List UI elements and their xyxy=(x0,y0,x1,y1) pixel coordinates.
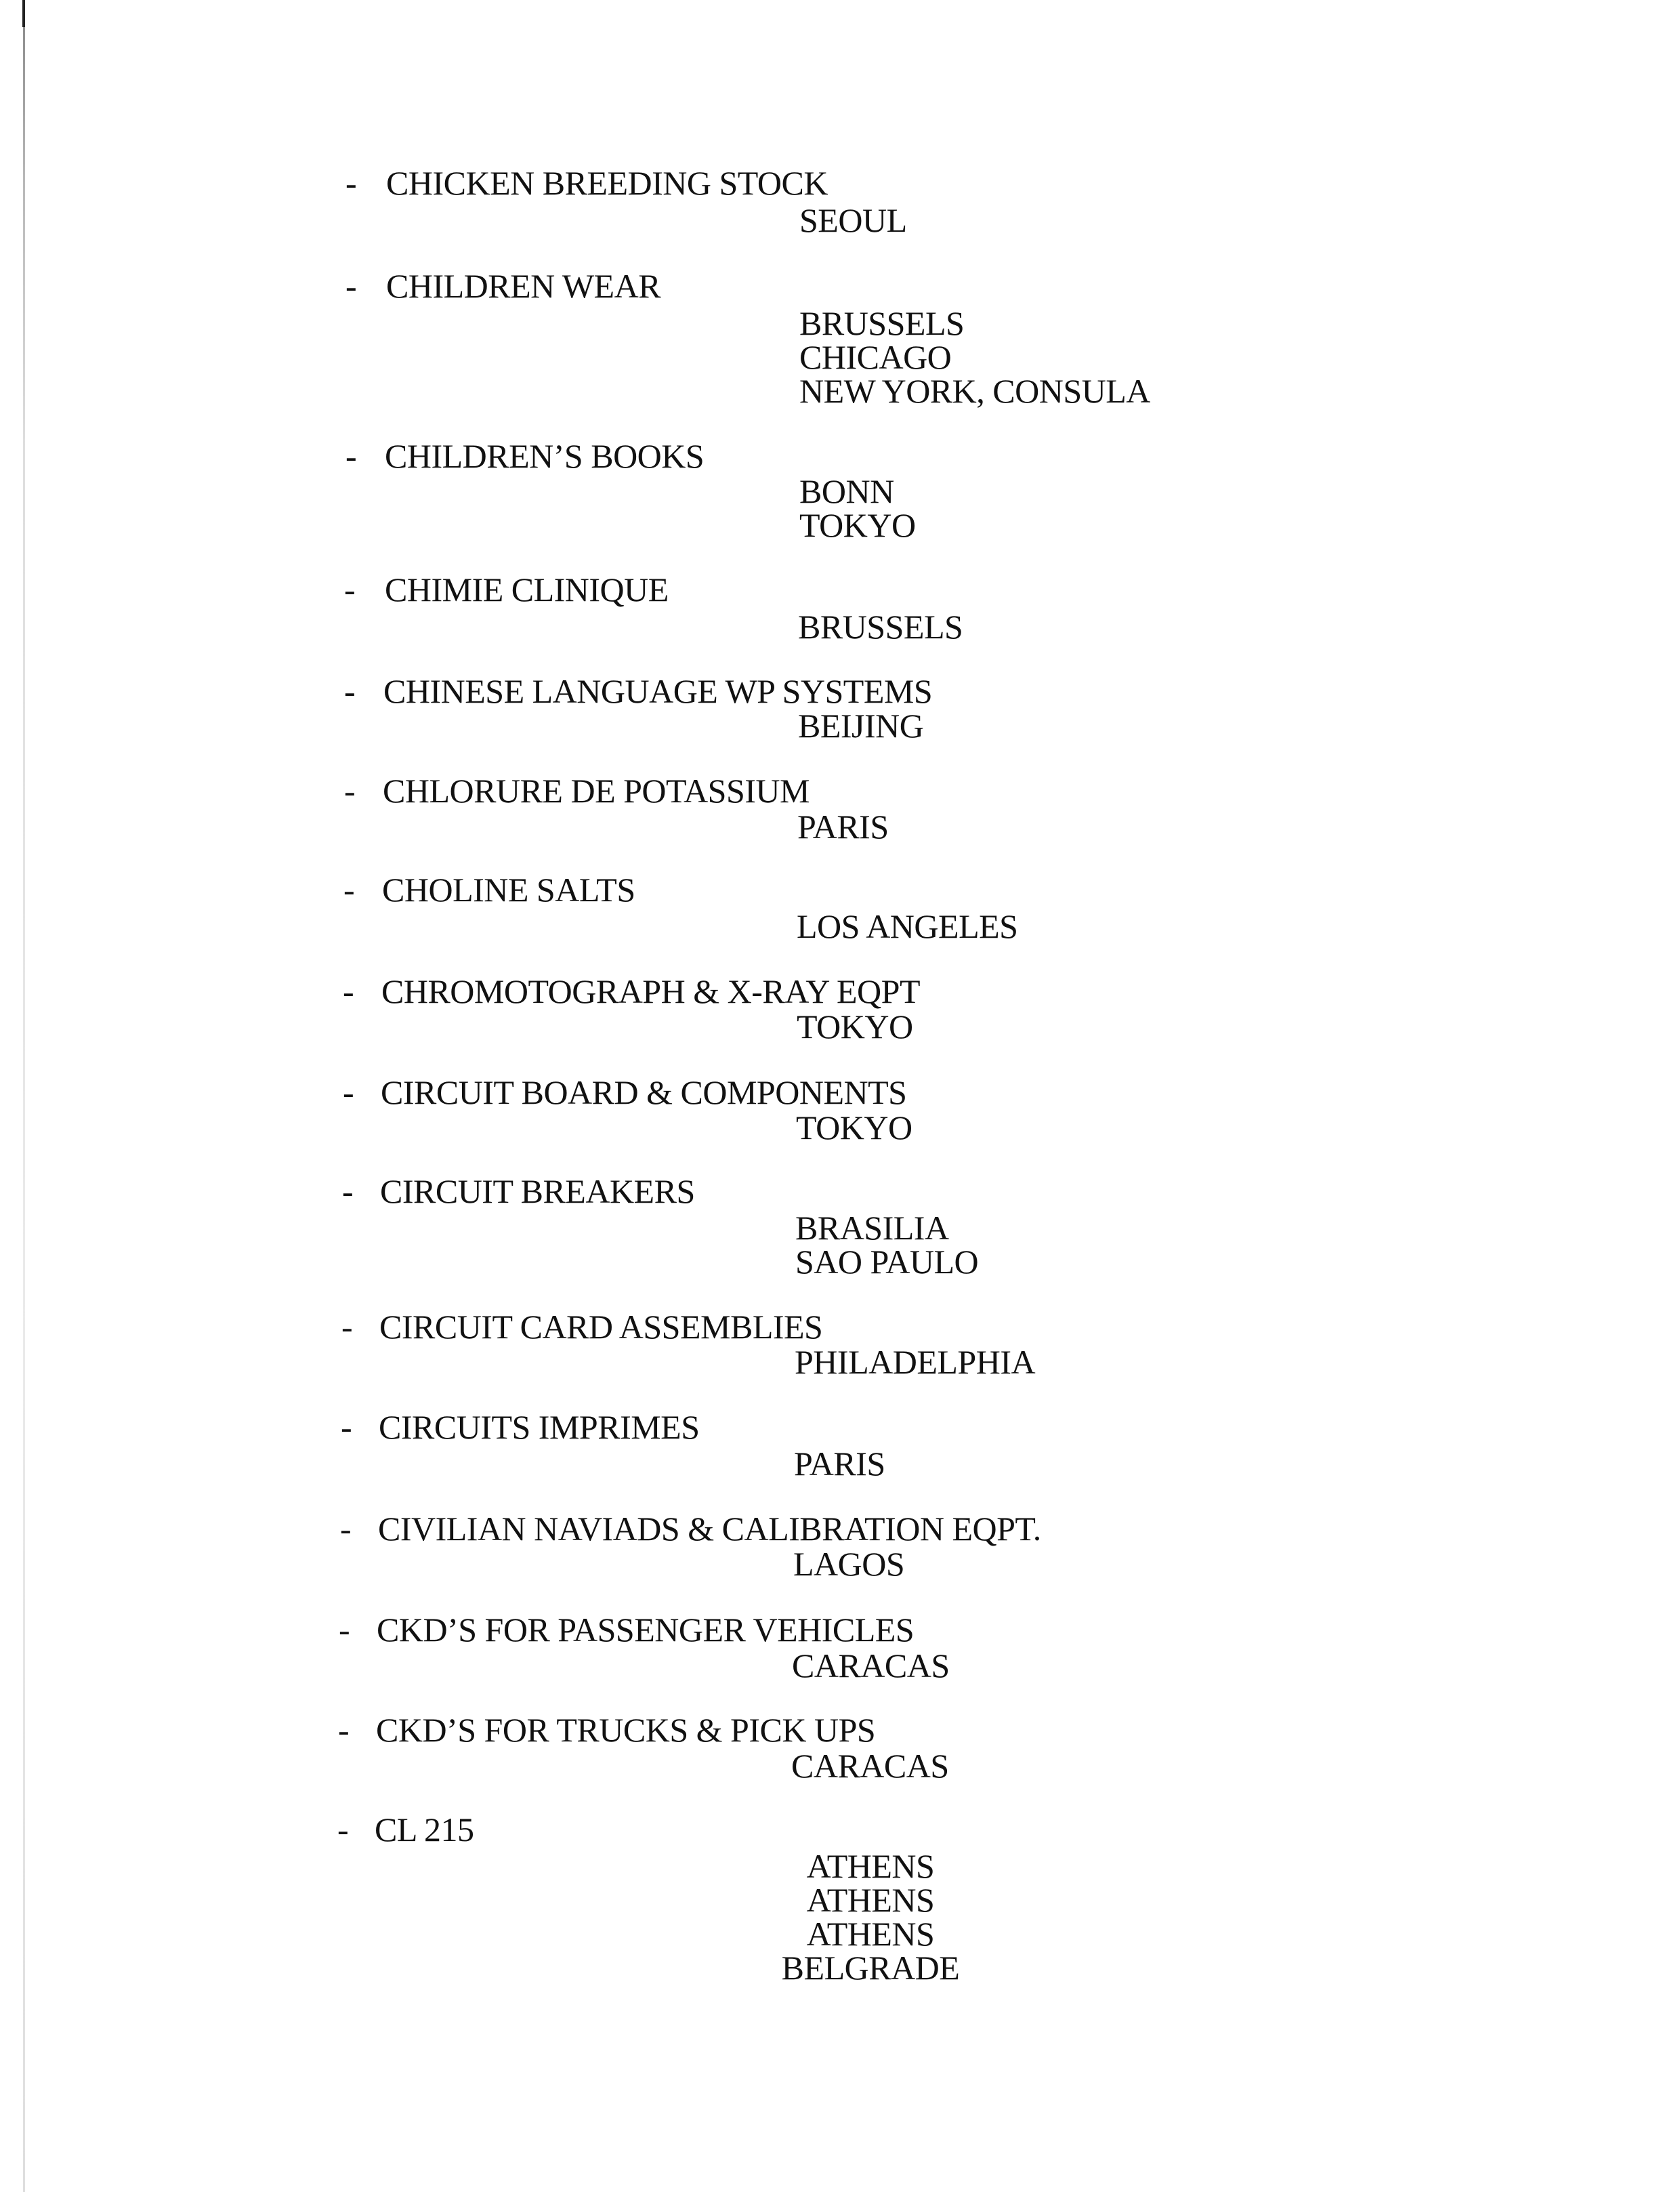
scan-edge-mark xyxy=(22,0,25,27)
location: CHICAGO xyxy=(799,338,952,376)
product-label: CHROMOTOGRAPH & X-RAY EQPT xyxy=(381,972,920,1010)
product-label: CHIMIE CLINIQUE xyxy=(385,571,669,608)
product-label: CIRCUIT CARD ASSEMBLIES xyxy=(379,1308,823,1346)
bullet-dash: - xyxy=(343,1073,354,1111)
location: BELGRADE xyxy=(781,1949,960,1987)
bullet-dash: - xyxy=(344,571,356,608)
location-list xyxy=(794,1447,885,1481)
location-list xyxy=(793,1547,904,1581)
location: TOKYO xyxy=(799,506,916,544)
bullet-dash: - xyxy=(344,772,356,810)
product-label: CHOLINE SALTS xyxy=(382,871,635,909)
product-label: CIRCUIT BREAKERS xyxy=(380,1172,695,1210)
location: CARACAS xyxy=(792,1647,950,1684)
product-label: CHICKEN BREEDING STOCK xyxy=(386,164,828,202)
location: TOKYO xyxy=(797,1008,913,1046)
product-label: CIVILIAN NAVIADS & CALIBRATION EQPT. xyxy=(378,1510,1041,1548)
location-list xyxy=(798,709,923,743)
bullet-dash: - xyxy=(341,1308,353,1346)
location: SEOUL xyxy=(799,201,907,239)
product-label: CIRCUIT BOARD & COMPONENTS xyxy=(381,1073,907,1111)
location: PARIS xyxy=(794,1445,885,1483)
location-list xyxy=(772,1849,969,1985)
location: ATHENS xyxy=(806,1881,935,1919)
product-label: CHLORURE DE POTASSIUM xyxy=(383,772,810,810)
product-label: CIRCUITS IMPRIMES xyxy=(379,1408,700,1446)
location-list xyxy=(799,474,916,542)
location: BRASILIA xyxy=(795,1209,949,1247)
bullet-dash: - xyxy=(345,267,357,305)
location: NEW YORK, CONSULA xyxy=(799,372,1150,410)
bullet-dash: - xyxy=(337,1811,349,1848)
location: LAGOS xyxy=(793,1545,905,1583)
bullet-dash: - xyxy=(344,672,356,710)
location-list xyxy=(799,306,1150,408)
bullet-dash: - xyxy=(345,164,357,202)
location-list xyxy=(791,1749,949,1783)
product-label: CHINESE LANGUAGE WP SYSTEMS xyxy=(383,672,933,710)
location-list xyxy=(795,1211,978,1279)
location: SAO PAULO xyxy=(795,1243,979,1281)
product-label: CHILDREN’S BOOKS xyxy=(385,437,705,475)
location-list xyxy=(797,909,1017,943)
location: LOS ANGELES xyxy=(797,907,1018,945)
location: BEIJING xyxy=(798,707,924,745)
bullet-dash: - xyxy=(340,1510,352,1548)
location: PHILADELPHIA xyxy=(795,1343,1036,1381)
location-list xyxy=(799,203,907,237)
bullet-dash: - xyxy=(341,1408,352,1446)
location-list xyxy=(798,610,963,644)
location: PARIS xyxy=(797,808,889,846)
location-list xyxy=(796,1111,912,1144)
bullet-dash: - xyxy=(339,1611,350,1649)
bullet-dash: - xyxy=(342,1172,354,1210)
bullet-dash: - xyxy=(343,972,354,1010)
bullet-dash: - xyxy=(345,437,357,475)
location: CARACAS xyxy=(791,1747,949,1785)
location-list xyxy=(792,1649,950,1682)
product-label: CKD’S FOR PASSENGER VEHICLES xyxy=(377,1611,915,1649)
location: BRUSSELS xyxy=(798,608,963,646)
product-label: CHILDREN WEAR xyxy=(386,267,661,305)
location-list xyxy=(797,1008,913,1046)
bullet-dash: - xyxy=(338,1711,350,1749)
location-list xyxy=(797,810,889,844)
location-list xyxy=(795,1345,1035,1379)
location: TOKYO xyxy=(796,1109,912,1146)
product-label: CL 215 xyxy=(375,1811,474,1848)
bullet-dash: - xyxy=(343,871,355,909)
product-label: CKD’S FOR TRUCKS & PICK UPS xyxy=(376,1711,876,1749)
scan-edge-line xyxy=(23,0,25,2192)
location: ATHENS xyxy=(806,1915,935,1953)
location: BONN xyxy=(799,472,894,510)
location: BRUSSELS xyxy=(799,304,965,342)
location: ATHENS xyxy=(806,1847,935,1885)
